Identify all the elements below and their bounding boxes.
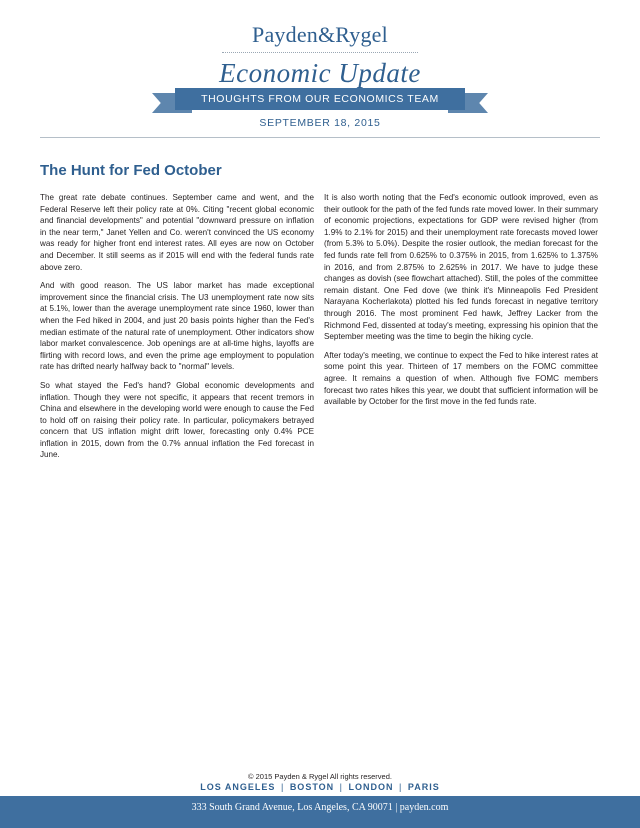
paragraph: The great rate debate continues. September came and went, and the Federal Reserve left their policy rate at 0%. Citing "recent global economic and financial developments" and potential "downward pressure on inflation in the near term," Janet Yellen and Co. weren't convinced the US economy was ready for higher front end interest rates. All eyes are now on October and December. It still seems as if 2015 will end with the federal funds rate above zero.: [40, 193, 314, 272]
issue-date: SEPTEMBER 18, 2015: [259, 117, 381, 129]
article-column-right: [324, 192, 598, 415]
article-title: The Hunt for Fed October: [40, 162, 222, 179]
publication-title: Economic Update: [219, 58, 421, 88]
city-los-angeles: LOS ANGELES: [200, 782, 276, 792]
article-column-left: [40, 192, 314, 468]
office-cities: [0, 782, 640, 792]
city-separator: |: [280, 782, 285, 792]
paragraph: So what stayed the Fed's hand? Global economic developments and inflation. Though they were not specific, it appears that recent tremors in China and elsewhere in the developing world were enough to cause the Fed to hold off on raising their policy rate. In particular, policymakers betrayed concern that US inflation might drift lower, forecasting only 0.4% PCE inflation in 2015, down from the 0.7% annual inflation the Fed forecast in June.: [40, 380, 314, 460]
header-divider: [40, 137, 600, 138]
copyright-notice: © 2015 Payden & Rygel All rights reserved.: [248, 772, 392, 781]
city-london: LONDON: [348, 782, 394, 792]
office-address: 333 South Grand Avenue, Los Angeles, CA 90071 | payden.com: [191, 802, 449, 813]
paragraph: It is also worth noting that the Fed's economic outlook improved, even as their outlook for the path of the fed funds rate moved lower. In their summary of economic projections, expectations for GDP were revised higher (from 1.9% to 2.1% for 2015) and their unemployment rate forecasts moved lower (from 5.3% to 5.0%). Despite the rosier outlook, the median forecast for the fed funds rate fell from 0.625% to 0.375% in 2015, from 1.625% to 1.375% in 2016, and from 2.875% to 2.625% in 2017. We have to judge these changes as dovish (see flowchart attached). Still, the poles of the committee remain distant. One Fed dove (we think it's Minneapolis Fed President Narayana Kocherlakota) plotted his fed funds forecast in negative territory through 2016. The most prominent Fed hawk, Jeffrey Lacker from the Richmond Fed, dissented at today's meeting, expressing his opinion that the September meeting was the time to begin the hiking cycle.: [324, 193, 598, 342]
city-separator: |: [339, 782, 344, 792]
paragraph: And with good reason. The US labor market has made exceptional improvement since the financial crisis. The U3 unemployment rate now sits at 5.1%, lower than the average unemployment rate since 1960, lower than when the Fed hiked in 2004, and just 20 basis points higher than the Fed's median estimate of the natural rate of unemployment. Other indicators show labor market convalescence. Job openings are at all-time highs, layoffs are flirting with record lows, and even the prime age employment to population rate has drifted nearly halfway back to "normal" levels.: [40, 281, 314, 372]
brand-divider: [222, 52, 418, 53]
brand-logo: Payden&Rygel: [252, 22, 388, 47]
tagline-ribbon: THOUGHTS FROM OUR ECONOMICS TEAM: [175, 88, 465, 110]
city-paris: PARIS: [407, 782, 440, 792]
city-separator: |: [399, 782, 403, 792]
city-boston: BOSTON: [289, 782, 335, 792]
paragraph: After today's meeting, we continue to expect the Fed to hike interest rates at some point this year. Thirteen of 17 members on the FOMC committee agree. It remains a question of when. Although five FOMC members forecast two rates hikes this year, we doubt that sufficient information will be available by October for the first move in the fed funds rate.: [324, 350, 598, 407]
